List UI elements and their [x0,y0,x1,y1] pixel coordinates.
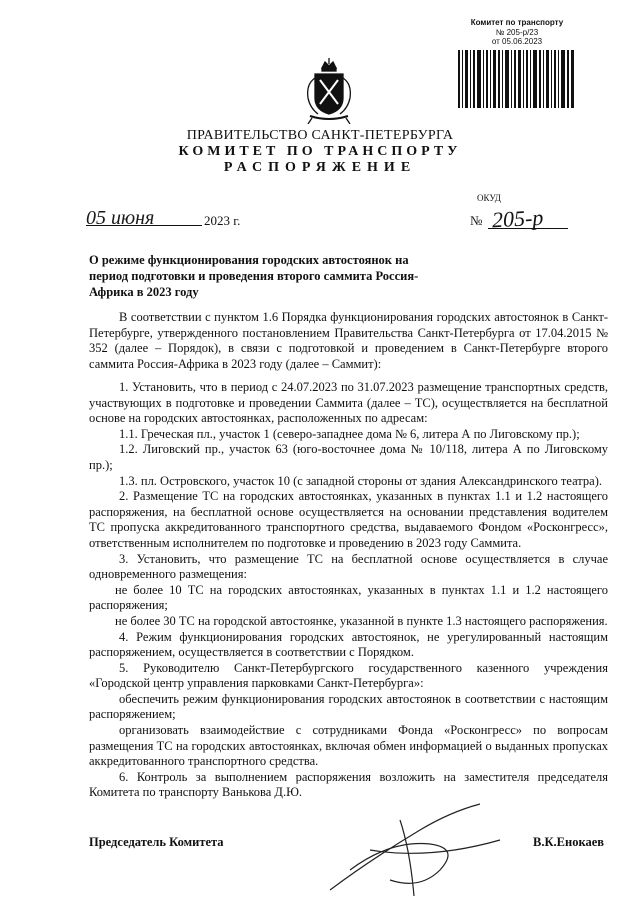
okud-label: ОКУД [477,193,501,203]
paragraph-4: 4. Режим функционирования городских автостоянок, не урегулированный настоящим распоряжением, осуществляется в соответствии с Порядком. [89,629,608,660]
handwritten-signature-icon [310,800,510,900]
paragraph-1: 1. Установить, что в период с 24.07.2023 по 31.07.2023 размещение транспортных средств, участвующих в подготовке и проведении Саммита (далее – ТС), осуществляется на бесплатной основе на городских автостоянках, расположенных по адресам: [89,380,608,426]
paragraph-1-1: 1.1. Греческая пл., участок 1 (северо-западнее дома № 6, литера А по Лиговскому пр.); [119,426,580,441]
stamp-line-2: № 205-р/23 [495,27,539,37]
stamp-line-1: Комитет по транспорту [470,18,564,27]
preamble-text: В соответствии с пунктом 1.6 Порядка функционирования городских автостоянок в Санкт-Петербурге, утвержденного постановлением Правительства Санкт-Петербурга от 17.04.2015 № 352 (далее – Порядок), в связи с подготовкой и проведением в Санкт-Петербурге второго саммита Россия-Африка в 2023 году (далее – Саммит): [89,310,608,371]
handwritten-date [86,207,200,227]
handwritten-number: 205-р [491,204,544,233]
document-body [89,380,608,801]
number-label: № [470,213,483,228]
document-type: РАСПОРЯЖЕНИЕ [223,160,417,175]
paragraph-1-3: 1.3. пл. Островского, участок 10 (с западной стороны от здания Александринского театра). [119,473,603,488]
government-name: ПРАВИТЕЛЬСТВО САНКТ-ПЕТЕРБУРГА [186,128,454,143]
handwritten-date-text: 05 июня [86,207,155,229]
date-year: 2023 г. [204,213,241,228]
paragraph-2: 2. Размещение ТС на городских автостоянках, указанных в пунктах 1.1 и 1.2 настоящего распоряжения, на бесплатной основе осуществляется на основании представления водителем ТС пропуска аккредитованного транспортного средства, выдаваемого Фондом «Росконгресс», ответственным исполнителем по подготовке и проведению в 2023 году Саммита. [89,489,608,550]
signatory-name: В.К.Енокаев [533,835,605,849]
number-underline [488,228,568,229]
date-underline [86,225,202,226]
paragraph-5: 5. Руководителю Санкт-Петербургского государственного казенного учреждения «Городской центр управления парковками Санкт-Петербурга»: [89,660,608,691]
paragraph-1-2: 1.2. Лиговский пр., участок 63 (юго-восточнее дома № 10/118, литера А по Лиговскому пр.); [89,442,608,472]
paragraph-3-b: не более 30 ТС на городской автостоянке, указанной в пункте 1.3 настоящего распоряжения. [115,613,608,628]
paragraph-3-a: не более 10 ТС на городских автостоянках, указанных в пунктах 1.1 и 1.2 настоящего распоряжения; [89,582,608,613]
committee-name: КОМИТЕТ ПО ТРАНСПОРТУ [178,144,462,159]
signatory-position: Председатель Комитета [89,835,224,849]
st-petersburg-coat-of-arms-icon [300,58,358,124]
paragraph-5-b: организовать взаимодействие с сотрудниками Фонда «Росконгресс» по вопросам размещения ТС на городских автостоянках, включая обмен информацией о выданных пропусках аккредитованного транспортного средства. [89,723,608,769]
paragraph-6: 6. Контроль за выполнением распоряжения возложить на заместителя председателя Комитета по транспорту Ванькова Д.Ю. [89,769,608,800]
preamble [89,310,608,372]
document-title: О режиме функционирования городских автостоянок на период подготовки и проведения второго саммита Россия-Африка в 2023 году [89,253,419,299]
barcode-icon [458,50,574,108]
paragraph-5-a: обеспечить режим функционирования городских автостоянок в соответствии с настоящим распоряжением; [89,691,608,722]
stamp-line-3: от 05.06.2023 [491,37,543,46]
paragraph-3: 3. Установить, что размещение ТС на бесплатной основе осуществляется в случае одновременного размещения: [89,551,608,582]
registration-stamp [456,18,578,47]
